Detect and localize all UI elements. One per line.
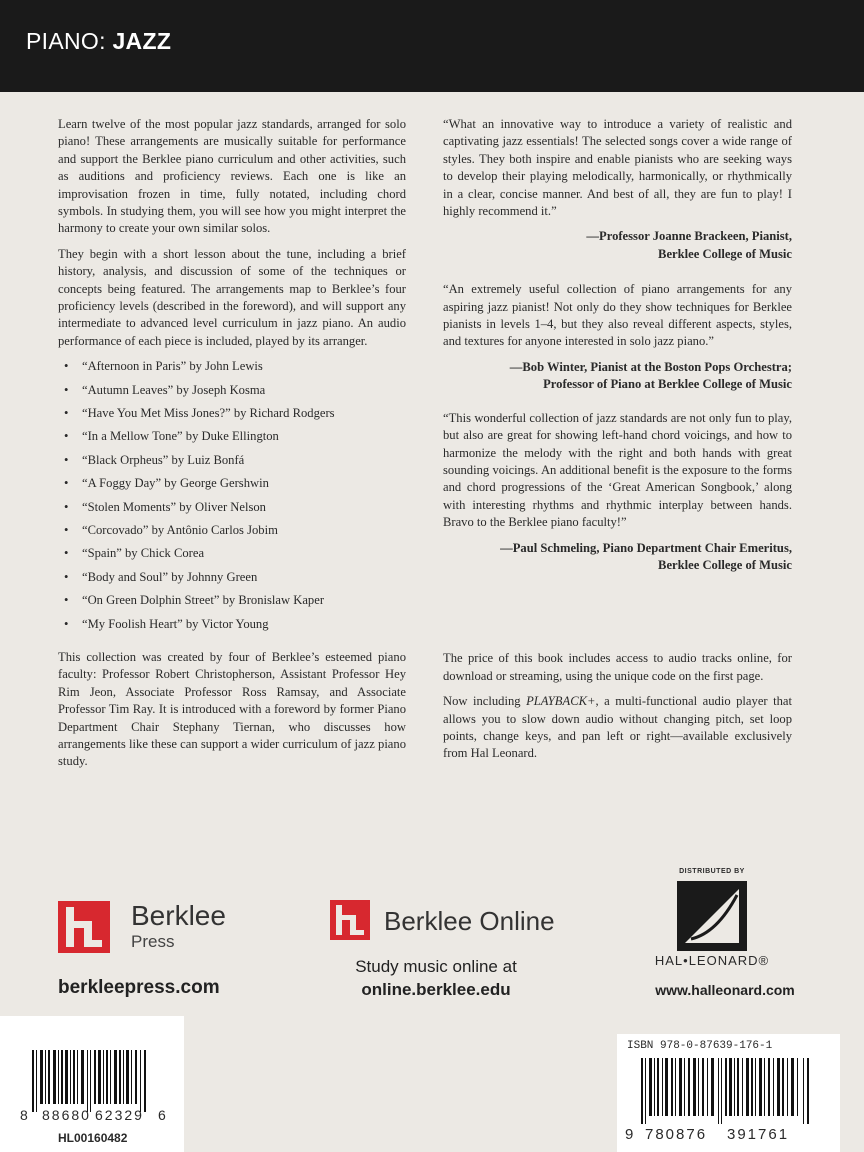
berklee-mark-icon	[330, 900, 370, 940]
faculty-paragraph: This collection was created by four of Berklee’s esteemed piano faculty: Professor Robert Christopherson, Assistant Professor Hey Rim Jeon, Associate Professor Ross Ramsay, and Associate Professor Tim Ray. It is introduced with a foreword by former Piano Department Chair Stephany Tiernan, who discusses how arrangements like these can support a wider curriculum of jazz piano study.	[58, 649, 406, 769]
upc-barcode-icon	[32, 1050, 152, 1112]
hal-leonard-emblem-icon	[677, 881, 747, 951]
berklee-online-name: Berklee Online	[384, 906, 555, 936]
attribution-line: Berklee College of Music	[658, 246, 792, 261]
song-list	[58, 358, 406, 639]
distributed-by-label: DISTRIBUTED BY	[679, 868, 745, 875]
song-item: • “Afternoon in Paris” by John Lewis	[58, 358, 406, 381]
song-item: • “Stolen Moments” by Oliver Nelson	[58, 499, 406, 522]
barcode-digits: 9	[625, 1126, 636, 1143]
series-title	[26, 28, 171, 55]
header-bar	[0, 0, 864, 92]
quote-schmeling: “This wonderful collection of jazz standards are not only fun to play, but also are great for showing left-hand chord voicings, and how to harmonize the melody with the right and both hands with great sounding voicings. An additional benefit is the exposure to the forms and chord progressions of the ‘Great American Songbook,’ along with interesting rhythms and rhythmic interplay between hands. Bravo to the Berklee piano faculty!”	[443, 410, 792, 530]
lesson-paragraph: They begin with a short lesson about the tune, including a brief history, analysis, and discussion of some of the techniques or concepts being featured. The arrangements map to Berklee’s four proficiency levels (described in the foreword), and will support any intermediate to advanced level curriculum in jazz piano. An audio performance of each piece is included, played by its arranger.	[58, 246, 406, 348]
intro-paragraph: Learn twelve of the most popular jazz standards, arranged for solo piano! These arrangements are musically suitable for performance and support the Berklee piano curriculum and other activities, such as auditions and proficiency reviews. Each one is like an improvisation frozen in time, fully notated, including chord symbols. In studying them, you will see how you might interpret the harmony to create your own similar solos.	[58, 117, 406, 236]
hal-leonard-logo	[622, 868, 802, 968]
song-item: • “Spain” by Chick Corea	[58, 545, 406, 568]
barcode-digits: 62329	[95, 1107, 144, 1123]
song-item: • “In a Mellow Tone” by Duke Ellington	[58, 428, 406, 451]
barcode-digits: 6	[158, 1107, 168, 1123]
playback-text: Now including	[443, 694, 527, 709]
berklee-online-url[interactable]: online.berklee.edu	[361, 980, 511, 999]
product-code: HL00160482	[58, 1131, 128, 1145]
berklee-mark-icon	[58, 901, 110, 953]
berklee-press-name: Berklee	[131, 900, 226, 931]
song-item: • “On Green Dolphin Street” by Bronislaw Kaper	[58, 592, 406, 615]
barcode-digits: 780876	[645, 1126, 708, 1143]
barcode-digits: 8	[20, 1107, 30, 1123]
hal-leonard-name: HAL•LEONARD®	[654, 953, 770, 968]
series-label: PIANO:	[26, 28, 106, 54]
playback-text: , a multi-functional audio player that allows you to slow down audio without changing pitch, set loop points, change keys, and pan left or right—available exclusively from Hal Leonard.	[443, 694, 793, 761]
barcode-digits: 88680	[42, 1107, 91, 1123]
song-item: • “Autumn Leaves” by Joseph Kosma	[58, 382, 406, 405]
song-item: • “Body and Soul” by Johnny Green	[58, 569, 406, 592]
genre-label: JAZZ	[112, 28, 172, 54]
berklee-press-url[interactable]: berkleepress.com	[58, 977, 220, 998]
audio-access-paragraph: The price of this book includes access to audio tracks online, for download or streaming, using the unique code on the first page.	[443, 651, 792, 683]
attribution-brackeen	[443, 228, 792, 263]
upc-barcode-panel	[0, 1016, 184, 1152]
attribution-line: Professor of Piano at Berklee College of Music	[543, 377, 792, 392]
playback-name: PLAYBACK+	[526, 694, 596, 709]
playback-paragraph	[443, 693, 792, 763]
song-item: • “My Foolish Heart” by Victor Young	[58, 616, 406, 639]
song-item: • “Corcovado” by Antônio Carlos Jobim	[58, 522, 406, 545]
right-column	[443, 116, 792, 771]
attribution-line: —Bob Winter, Pianist at the Boston Pops Orchestra;	[509, 359, 792, 374]
attribution-schmeling	[443, 540, 792, 575]
berklee-online-study: Study music online at	[355, 957, 517, 976]
barcode-digits: 391761	[727, 1126, 790, 1143]
song-item: • “Have You Met Miss Jones?” by Richard Rodgers	[58, 405, 406, 428]
attribution-line: Berklee College of Music	[658, 557, 792, 572]
song-item: • “A Foggy Day” by George Gershwin	[58, 475, 406, 498]
isbn-barcode-icon	[641, 1058, 813, 1124]
hal-leonard-url[interactable]: www.halleonard.com	[655, 982, 795, 998]
isbn-barcode-panel	[617, 1034, 840, 1152]
left-column	[58, 116, 406, 779]
quote-brackeen: “What an innovative way to introduce a variety of realistic and captivating jazz essentials! The selected songs cover a wide range of styles. They both inspire and enable pianists who are seeking ways to develop their playing melodically, harmonically, or rhythmically in a clear, concise manner. And best of all, they are fun to play! I highly recommend it.”	[443, 117, 792, 219]
attribution-winter	[443, 359, 792, 394]
berklee-press-wordmark	[131, 901, 226, 953]
attribution-line: —Professor Joanne Brackeen, Pianist,	[586, 229, 792, 244]
song-item: • “Black Orpheus” by Luiz Bonfá	[58, 452, 406, 475]
isbn-label: ISBN 978-0-87639-176-1	[627, 1040, 773, 1052]
berklee-press-sub: Press	[131, 932, 175, 951]
quote-winter: “An extremely useful collection of piano arrangements for any aspiring jazz pianist! Not only do they show techniques for Berklee pianists in levels 1–4, but they also reveal different aspects, styles, and textures for anyone interested in solo jazz piano.”	[443, 282, 792, 349]
attribution-line: —Paul Schmeling, Piano Department Chair Emeritus,	[500, 540, 792, 555]
